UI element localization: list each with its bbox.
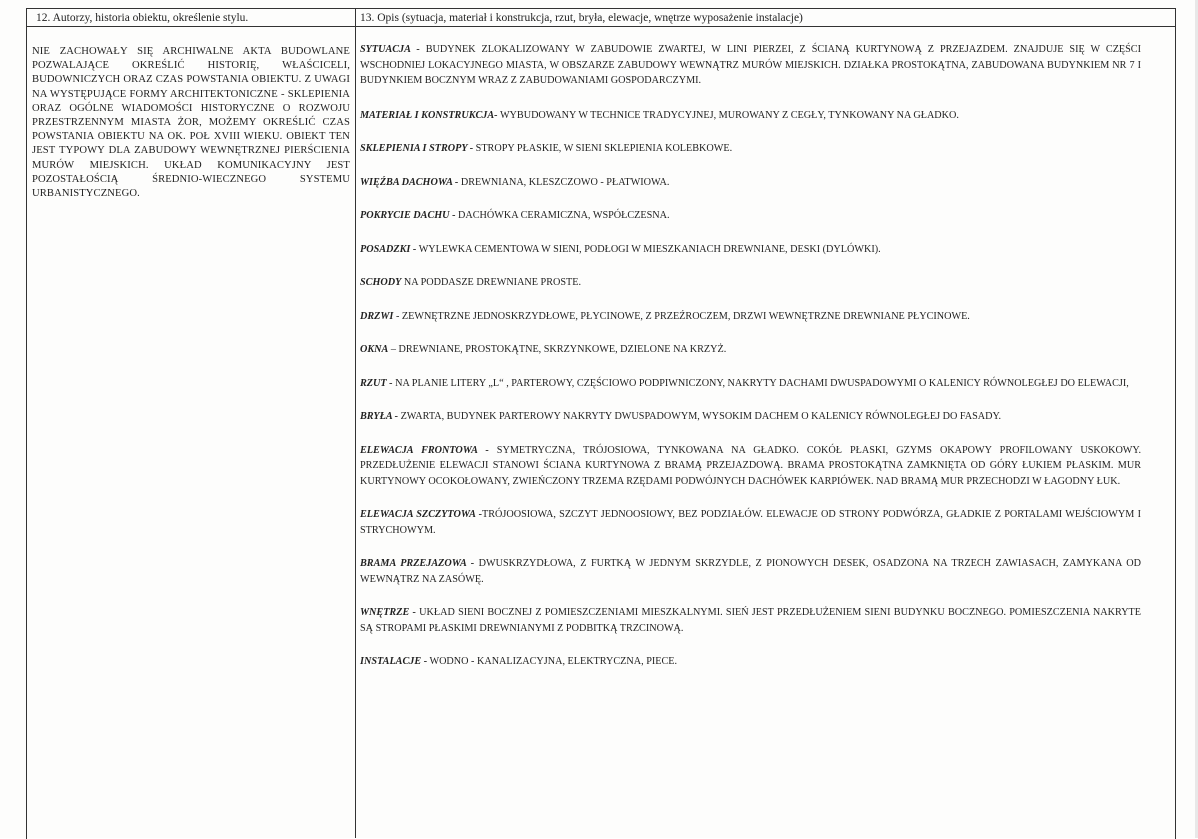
description-paragraph (360, 242, 1141, 258)
description-paragraph (360, 141, 1141, 157)
paragraph-text: ZWARTA, BUDYNEK PARTEROWY NAKRYTY DWUSPADOWYM, WYSOKIM DACHEM O KALENICY RÓWNOLEGŁEJ DO FASADY. (398, 411, 1002, 422)
paragraph-text: - ZEWNĘTRZNE JEDNOSKRZYDŁOWE, PŁYCINOWE, Z PRZEŹROCZEM, DRZWI WEWNĘTRZNE DREWNIANE PŁYCINOWE. (393, 310, 970, 322)
paragraph-text: SYMETRYCZNA, TRÓJOSIOWA, TYNKOWANA NA GŁADKO. COKÓŁ PŁASKI, GZYMS OKAPOWY PROFILOWANY USKOKOWY. PRZEDŁUŻENIE ELEWACJI STANOWI ŚCIANA KURTYNOWA Z BRAMĄ PRZEJAZDOWĄ. BRAMA PROSTOKĄTNA ZAMKNIĘTA OD GÓRY ŁUKIEM PŁASKIM. MUR KURTYNOWY OCOKOŁOWANY, ZWIEŃCZONY TRZEMA RZĘDAMI PODWÓJNYCH DACHÓWEK KARPIÓWEK. NAD BRAMĄ MUR PRZECHODZI W ŁAGODNY ŁUK. (360, 444, 1142, 487)
paragraph-term: INSTALACJE - (360, 656, 428, 667)
description-paragraph (360, 556, 1141, 587)
section-13-header: 13. Opis (sytuacja, materiał i konstrukcja, rzut, bryła, elewacje, wnętrze wyposażenie instalacje) (360, 12, 803, 24)
paragraph-text: DWUSKRZYDŁOWA, Z FURTKĄ W JEDNYM SKRZYDLE, Z PIONOWYCH DESEK, OSADZONA NA TRZECH ZAWIASACH, ZAMYKANA OD WEWNĄTRZ NA ZASÓWĘ. (360, 558, 1142, 585)
history-text: NIE ZACHOWAŁY SIĘ ARCHIWALNE AKTA BUDOWLANE POZWALAJĄCE OKREŚLIĆ HISTORIĘ, WŁAŚCICELI, BUDOWNICZYCH ORAZ CZAS POWSTANIA OBIEKTU. Z UWAGI NA WYSTĘPUJĄCE FORMY ARCHITEKTONICZNE - SKLEPIENIA ORAZ OGÓLNE WIADOMOŚCI HISTORYCZNE O ROZWOJU PRZESTRZENNYM MIASTA ŻOR, MOŻEMY OKREŚLIĆ CZAS POWSTANIA OBIEKTU NA OK. POŁ XVIII WIEKU. OBIEKT TEN JEST TYPOWY DLA ZABUDOWY WEWNĘTRZNEJ PIERŚCIENIA MURÓW MIEJSKICH. UKŁAD KOMUNIKACYJNY JEST POZOSTAŁOŚCIĄ ŚREDNIO-WIECZNEGO SYSTEMU URBANISTYCZNEGO. (32, 46, 350, 200)
description-paragraph (360, 507, 1141, 538)
section-12-header: 12. Autorzy, historia obiektu, określenie stylu. (36, 12, 249, 24)
paragraph-text: NA PODDASZE DREWNIANE PROSTE. (401, 277, 582, 288)
description-paragraph (360, 108, 1141, 124)
paragraph-text: WYLEWKA CEMENTOWA W SIENI, PODŁOGI W MIESZKANIACH DREWNIANE, DESKI (DYLÓWKI). (416, 243, 881, 255)
paragraph-text: WYBUDOWANY W TECHNICE TRADYCYJNEJ, MUROWANY Z CEGŁY, TYNKOWANY NA GŁADKO. (497, 109, 959, 121)
description-paragraph (360, 605, 1141, 636)
description-paragraph (360, 409, 1141, 425)
paragraph-term: POSADZKI - (360, 243, 417, 255)
description-paragraph (360, 42, 1141, 89)
paragraph-term: RZUT - (360, 377, 393, 389)
paragraph-text: NA PLANIE LITERY „L“ , PARTEROWY, CZĘŚCIOWO PODPIWNICZONY, NAKRYTY DACHAMI DWUSPADOWYMI O KALENICY RÓWNOLEGŁEJ DO ELEWACJI, (392, 377, 1129, 389)
paragraph-text: – DREWNIANE, PROSTOKĄTNE, SKRZYNKOWE, DZIELONE NA KRZYŻ. (388, 344, 727, 355)
paragraph-term: DRZWI (360, 310, 394, 322)
paragraph-term: MATERIAŁ I KONSTRUKCJA- (360, 109, 498, 121)
paragraph-text: WODNO - KANALIZACYJNA, ELEKTRYCZNA, PIECE. (427, 656, 678, 667)
description-paragraph (360, 175, 1141, 191)
paragraph-term: SCHODY (360, 277, 402, 288)
paragraph-text: STROPY PŁASKIE, W SIENI SKLEPIENIA KOLEBKOWE. (473, 143, 733, 154)
description-paragraph (360, 342, 1141, 358)
paragraph-term: SYTUACJA - (360, 44, 420, 55)
description-paragraph (360, 208, 1141, 224)
paragraph-term: OKNA (360, 344, 389, 355)
description-paragraph (360, 376, 1141, 392)
header-rule (26, 26, 1175, 27)
paragraph-term: POKRYCIE DACHU - (360, 210, 456, 221)
paragraph-term: BRYŁA - (360, 411, 399, 422)
paragraph-text: DREWNIANA, KLESZCZOWO - PŁATWIOWA. (458, 176, 670, 188)
paragraph-term: SKLEPIENIA I STROPY - (360, 143, 474, 154)
description-paragraph (360, 275, 1141, 291)
description-paragraph (360, 443, 1141, 490)
column-divider (355, 8, 356, 838)
paragraph-term: WNĘTRZE - (360, 607, 416, 618)
description-paragraph (360, 654, 1141, 670)
paragraph-text: BUDYNEK ZLOKALIZOWANY W ZABUDOWIE ZWARTEJ, W LINI PIERZEI, Z ŚCIANĄ KURTYNOWĄ Z PRZEJAZDEM. ZNAJDUJE SIĘ W CZĘŚCI WSCHODNIEJ LOKACYJNEGO MIASTA, W OBSZARZE ZABUDOWY WEWNĄTRZ MURÓW MIEJSKICH. DZIAŁKA PROSTOKĄTNA, ZABUDOWANA BUDYNKIEM NR 7 I BUDYNKIEM BOCZNYM WRAZ Z ZABUDOWANIAMI GOSPODARCZYMI. (360, 44, 1141, 86)
description-column (360, 42, 1141, 670)
paragraph-term: BRAMA PRZEJAZOWA - (360, 558, 475, 569)
paragraph-text: UKŁAD SIENI BOCZNEJ Z POMIESZCZENIAMI MIESZKALNYMI. SIEŃ JEST PRZEDŁUŻENIEM SIENI BUDYNKU BOCZNEGO. POMIESZCZENIA NAKRYTE SĄ STROPAMI PŁASKIMI DREWNIANYMI Z PODBITKĄ TRZCINOWĄ. (360, 607, 1142, 634)
paragraph-term: ELEWACJA SZCZYTOWA - (360, 509, 483, 520)
description-paragraph (360, 309, 1141, 325)
paragraph-text: TRÓJOOSIOWA, SZCZYT JEDNOOSIOWY, BEZ PODZIAŁÓW. ELEWACJE OD STRONY PODWÓRZA, GŁADKIE Z PORTALAMI WEJŚCIOWYM I STRYCHOWYM. (360, 509, 1141, 536)
paragraph-text: DACHÓWKA CERAMICZNA, WSPÓŁCZESNA. (455, 210, 670, 221)
paragraph-term: WIĘŹBA DACHOWA - (360, 176, 459, 188)
paragraph-term: ELEWACJA FRONTOWA - (360, 444, 489, 456)
